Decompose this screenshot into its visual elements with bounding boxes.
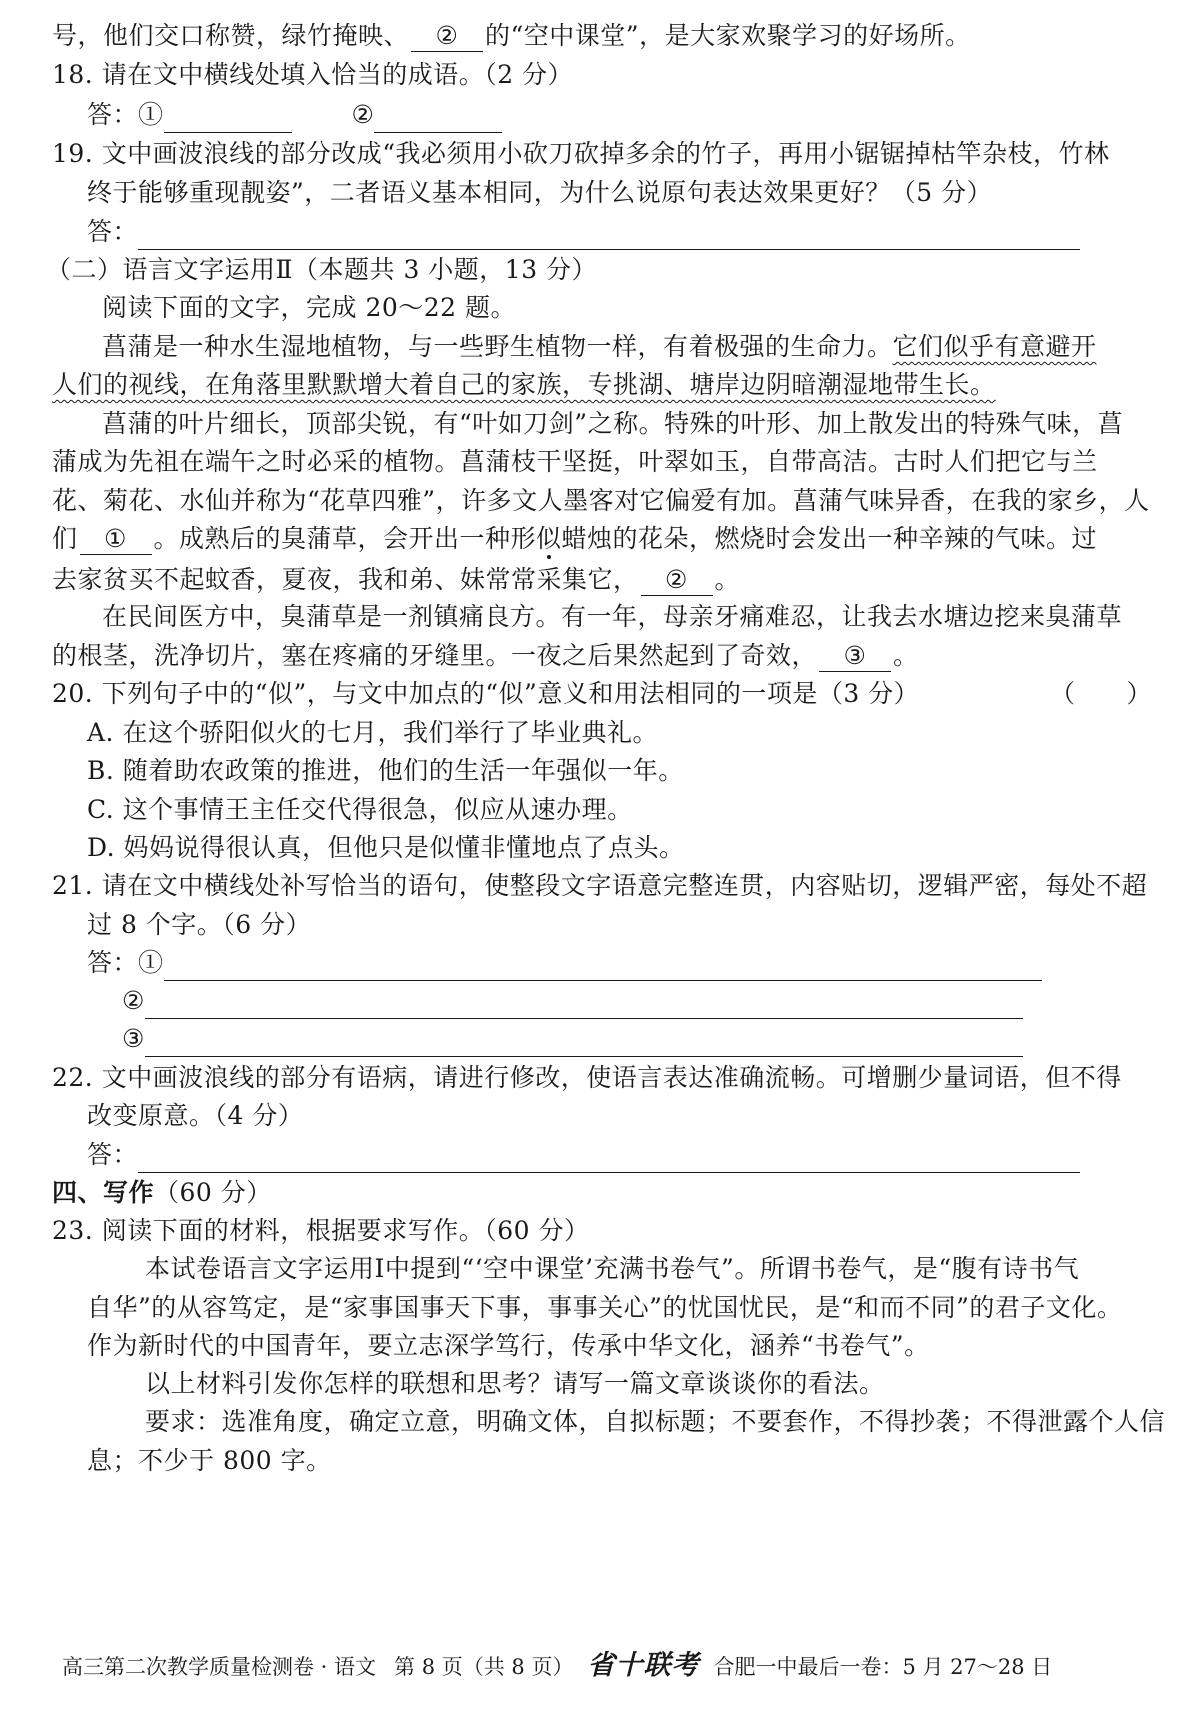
q19-answer-line <box>87 214 1187 250</box>
footer-school: 合肥一中最后一卷：5 月 27～28 日 <box>713 1655 1053 1679</box>
q21-answer-line2 <box>122 983 1200 1019</box>
answer-label: 答： <box>87 1140 139 1169</box>
q23-requirements-line1: 要求：选准角度，确定立意，明确文体，自拟标题；不要套作，不得抄袭；不得泄露个人信 <box>145 1407 1166 1436</box>
q20-option-b: B. 随着助农政策的推进，他们的生活一年强似一年。 <box>87 756 684 785</box>
section2-heading: （二）语言文字运用Ⅱ（本题共 3 小题，13 分） <box>46 255 598 284</box>
q21-question-line1: 21. 请在文中横线处补写恰当的语句，使整段文字语意完整连贯，内容贴切，逻辑严密，每处不超 <box>52 871 1148 900</box>
question-text: 20. 下列句子中的“似”，与文中加点的“似”意义和用法相同的一项是（3 分） <box>52 679 920 708</box>
text-span: 去家贫买不起蚊香，夏夜，我和弟、妹常常采集它， <box>52 565 639 594</box>
text-span: 们 <box>52 524 78 553</box>
q22-question-line2: 改变原意。（4 分） <box>87 1101 304 1130</box>
q20-option-c: C. 这个事情王主任交代得很急，似应从速办理。 <box>87 795 633 824</box>
q21-answer-line3 <box>122 1021 1200 1057</box>
text-span: 号，他们交口称赞，绿竹掩映、 <box>52 21 410 50</box>
answer-field[interactable] <box>138 221 1080 250</box>
section4-heading <box>52 1175 1152 1211</box>
q21-question-line2: 过 8 个字。（6 分） <box>87 910 312 939</box>
q22-answer-line <box>87 1137 1187 1173</box>
q23-question: 23. 阅读下面的材料，根据要求写作。（60 分） <box>52 1216 590 1245</box>
answer-marker-3: ③ <box>122 1024 145 1053</box>
q20-option-a: A. 在这个骄阳似火的七月，我们举行了毕业典礼。 <box>87 718 658 747</box>
passage-p3-line1: 在民间医方中，臭蒲草是一剂镇痛良方。有一年，母亲牙痛难忍，让我去水塘边挖来臭蒲草 <box>102 602 1123 631</box>
fill-blank-1[interactable]: ① <box>80 524 152 555</box>
answer-marker-2: ② <box>351 100 375 129</box>
q20-question <box>52 676 1152 712</box>
text-span: 的“空中课堂”，是大家欢聚学习的好场所。 <box>485 21 971 50</box>
wavy-underlined-text: 人们的视线，在角落里默默增大着自己的家族，专挑湖、塘岸边阴暗潮湿地带生长。 <box>52 370 996 399</box>
fill-blank-2[interactable]: ② <box>641 565 713 596</box>
q19-question-line2: 终于能够重现靓姿”，二者语义基本相同，为什么说原句表达效果更好？（5 分） <box>87 178 993 207</box>
text-span: 的根茎，洗净切片，塞在疼痛的牙缝里。一夜之后果然起到了奇效， <box>52 641 818 670</box>
footer-exam-title: 高三第二次教学质量检测卷 · 语文 <box>62 1655 377 1679</box>
section2-intro: 阅读下面的文字，完成 20～22 题。 <box>102 293 517 322</box>
answer-marker-2: ② <box>122 986 145 1015</box>
answer-field-3[interactable] <box>145 1028 1023 1057</box>
q23-material-line1: 本试卷语言文字运用Ⅰ中提到“‘空中课堂’充满书卷气”。所谓书卷气，是“腹有诗书气 <box>145 1254 1080 1283</box>
wavy-underlined-text: 它们似乎有意避开 <box>892 332 1097 361</box>
answer-label: 答：① <box>87 100 164 129</box>
q23-prompt: 以上材料引发你怎样的联想和思考？请写一篇文章谈谈你的看法。 <box>145 1369 885 1398</box>
passage-p1-line2 <box>52 367 1152 403</box>
section-title: 四、写作 <box>52 1178 155 1207</box>
q21-answer-line1 <box>87 945 1187 981</box>
q18-question: 18. 请在文中横线处填入恰当的成语。（2 分） <box>52 60 574 89</box>
text-span: 。 <box>893 641 919 670</box>
page-footer <box>62 1648 1162 1685</box>
answer-field-2[interactable] <box>374 104 502 133</box>
q20-option-d: D. 妈妈说得很认真，但他只是似懂非懂地点了点头。 <box>87 833 685 862</box>
fill-blank-3[interactable]: ③ <box>819 641 891 672</box>
answer-field-1[interactable] <box>164 952 1042 981</box>
q23-requirements-line2: 息；不少于 800 字。 <box>87 1446 332 1475</box>
text-span: 。成熟后的臭蒲草，会开出一种形 <box>153 524 537 553</box>
q22-question-line1: 22. 文中画波浪线的部分有语病，请进行修改，使语言表达准确流畅。可增删少量词语，但不得 <box>52 1063 1122 1092</box>
passage-p2-line2: 蒲成为先祖在端午之时必采的植物。菖蒲枝干坚挺，叶翠如玉，自带高洁。古时人们把它与兰 <box>52 447 1098 476</box>
text-span: 菖蒲是一种水生湿地植物，与一些野生植物一样，有着极强的生命力。 <box>102 332 893 361</box>
section-points: （60 分） <box>154 1178 272 1207</box>
text-span: 蜡烛的花朵，燃烧时会发出一种辛辣的气味。过 <box>561 524 1098 553</box>
passage-tail-line <box>52 18 1152 54</box>
answer-field-1[interactable] <box>164 104 292 133</box>
text-span: 。 <box>714 565 741 594</box>
passage-p2-line5 <box>52 562 1152 598</box>
passage-p2-line4 <box>52 521 1152 557</box>
answer-field[interactable] <box>138 1144 1080 1173</box>
dotted-character: 似 <box>536 524 562 553</box>
footer-brand: 省十联考 <box>587 1650 700 1681</box>
answer-label: 答：① <box>87 948 164 977</box>
answer-field-2[interactable] <box>145 990 1023 1019</box>
passage-p1-line1 <box>102 329 1200 365</box>
q19-question-line1: 19. 文中画波浪线的部分改成“我必须用小砍刀砍掉多余的竹子，再用小锯锯掉枯竿杂枝，竹林 <box>52 139 1110 168</box>
passage-p2-line3: 花、菊花、水仙并称为“花草四雅”，许多文人墨客对它偏爱有加。菖蒲气味异香，在我的家乡，人 <box>52 486 1150 515</box>
passage-p3-line2 <box>52 638 1152 674</box>
footer-page-number: 第 8 页（共 8 页） <box>394 1655 574 1679</box>
q23-material-line2: 自华”的从容笃定，是“家事国事天下事，事事关心”的忧国忧民，是“和而不同”的君子文化。 <box>87 1293 1123 1322</box>
q23-material-line3: 作为新时代的中国青年，要立志深学笃行，传承中华文化，涵养“书卷气”。 <box>87 1331 930 1360</box>
fill-blank-2[interactable]: ② <box>411 21 483 52</box>
q18-answer-line <box>87 97 1187 133</box>
passage-p2-line1: 菖蒲的叶片细长，顶部尖锐，有“叶如刀剑”之称。特殊的叶形、加上散发出的特殊气味，菖 <box>102 409 1124 438</box>
answer-bracket[interactable]: （ ） <box>1049 679 1152 708</box>
answer-label: 答： <box>87 217 139 246</box>
